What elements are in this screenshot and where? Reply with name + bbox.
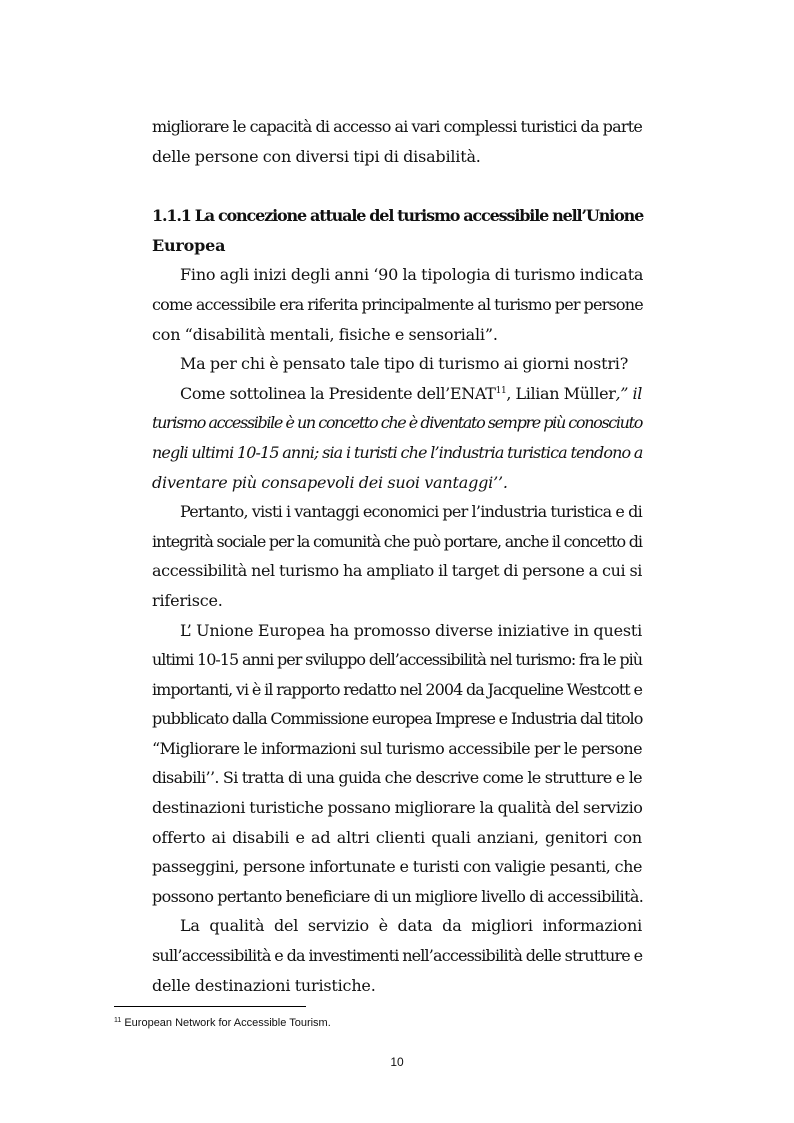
text-line: Fino agli inizi degli anni ‘90 la tipologia di turismo indicata bbox=[180, 265, 644, 285]
footnote-text: European Network for Accessible Tourism. bbox=[121, 1017, 331, 1029]
text-line: sull’accessibilità e da investimenti nell’accessibilità delle strutture e bbox=[152, 946, 643, 966]
footnote-marker: 11 bbox=[114, 1017, 122, 1024]
paragraph-3 bbox=[152, 379, 642, 497]
footnote bbox=[114, 1016, 331, 1030]
footnote-reference[interactable]: 11 bbox=[495, 385, 507, 396]
quote-line: diventare più consapevoli dei suoi vantaggi’’. bbox=[152, 472, 508, 492]
text-line: passeggini, persone infortunate e turisti con valigie pesanti, che bbox=[152, 857, 642, 877]
quote-line: negli ultimi 10-15 anni; sia i turisti che l’industria turistica tendono a bbox=[152, 442, 643, 462]
paragraph-1 bbox=[152, 260, 642, 349]
text-line: destinazioni turistiche possano migliorare la qualità del servizio bbox=[152, 798, 643, 818]
text-line: integrità sociale per la comunità che può portare, anche il concetto di bbox=[152, 531, 642, 551]
text-line: offerto ai disabili e ad altri clienti quali anziani, genitori con bbox=[152, 827, 642, 847]
text-line: disabili’’. Si tratta di una guida che descrive come le strutture e le bbox=[152, 768, 642, 788]
text-line: La qualità del servizio è data da migliori informazioni bbox=[180, 916, 642, 936]
text-line: Ma per chi è pensato tale tipo di turismo ai giorni nostri? bbox=[180, 354, 629, 374]
text-line: delle destinazioni turistiche. bbox=[152, 975, 376, 995]
quote-line: turismo accessibile è un concetto che è diventato sempre più conosciuto bbox=[152, 413, 642, 433]
section-heading bbox=[152, 201, 642, 260]
heading-line: 1.1.1 La concezione attuale del turismo accessibile nell’Unione bbox=[152, 206, 644, 226]
quote-span: ,” il bbox=[615, 383, 643, 403]
footnote-separator bbox=[114, 1006, 306, 1007]
text-line: L’ Unione Europea ha promosso diverse iniziative in questi bbox=[180, 620, 642, 640]
paragraph-4 bbox=[152, 497, 642, 615]
paragraph-5 bbox=[152, 616, 642, 912]
paragraph-intro bbox=[152, 112, 642, 171]
text-line: con “disabilità mentali, fisiche e sensoriali”. bbox=[152, 324, 498, 344]
text-line: accessibilità nel turismo ha ampliato il target di persone a cui si bbox=[152, 561, 642, 581]
text-line: ultimi 10-15 anni per sviluppo dell’accessibilità nel turismo: fra le più bbox=[152, 650, 642, 670]
text-span: Come sottolinea la Presidente dell’ENAT bbox=[180, 383, 496, 403]
text-line: “Migliorare le informazioni sul turismo accessibile per le persone bbox=[152, 738, 642, 758]
text-span: , Lilian Müller bbox=[506, 383, 616, 403]
page-number: 10 bbox=[390, 1055, 404, 1069]
text-line: pubblicato dalla Commissione europea Imprese e Industria dal titolo bbox=[152, 709, 643, 729]
paragraph-2 bbox=[152, 349, 642, 379]
page-body bbox=[152, 112, 642, 1000]
text-line bbox=[152, 379, 642, 409]
text-line: riferisce. bbox=[152, 590, 223, 610]
text-line: delle persone con diversi tipi di disabilità. bbox=[152, 146, 481, 166]
section-gap bbox=[152, 171, 642, 201]
text-line: Pertanto, visti i vantaggi economici per l’industria turistica e di bbox=[180, 502, 642, 522]
text-line: possono pertanto beneficiare di un migliore livello di accessibilità. bbox=[152, 886, 644, 906]
text-line: importanti, vi è il rapporto redatto nel 2004 da Jacqueline Westcott e bbox=[152, 679, 642, 699]
text-line: come accessibile era riferita principalmente al turismo per persone bbox=[152, 294, 643, 314]
paragraph-6 bbox=[152, 911, 642, 1000]
text-line: migliorare le capacità di accesso ai vari complessi turistici da parte bbox=[152, 117, 642, 136]
heading-line: Europea bbox=[152, 235, 226, 255]
